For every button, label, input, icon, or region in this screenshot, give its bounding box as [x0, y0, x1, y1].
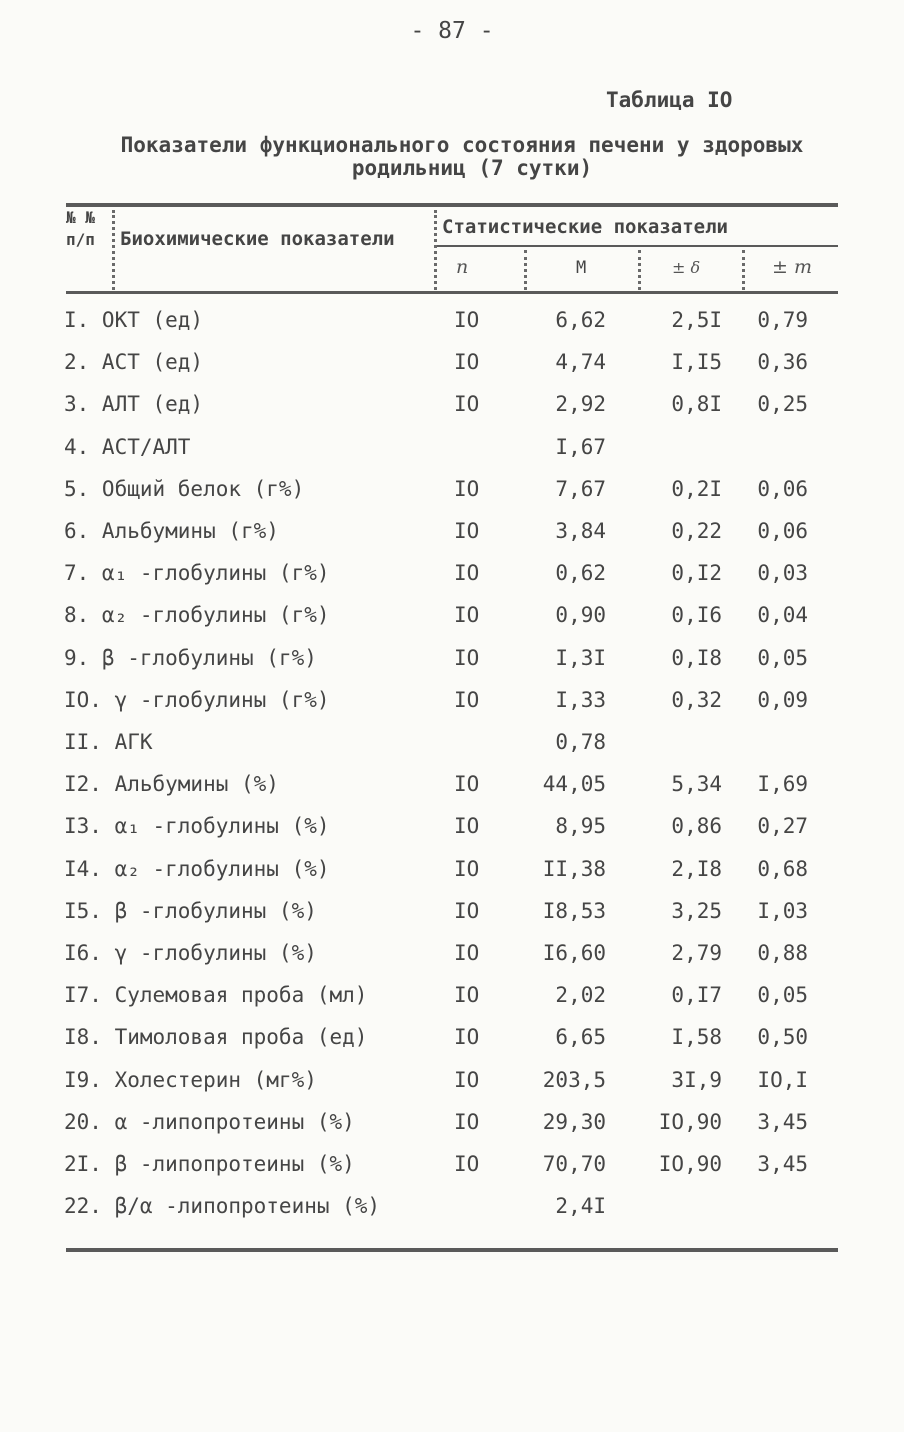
row-label: I4. α₂ -глобулины (%): [64, 856, 330, 881]
row-label: 7. α₁ -глобулины (г%): [64, 561, 330, 586]
row-error: 0,05: [757, 983, 808, 1008]
row-n: IO: [454, 350, 480, 375]
row-sigma: 2,5I: [671, 308, 722, 332]
row-sigma: IO,90: [658, 1152, 722, 1176]
table-row: [0, 646, 904, 688]
row-error: 0,68: [757, 856, 808, 881]
table-row: [0, 899, 904, 941]
row-label: 3. АЛТ (ед): [64, 392, 204, 417]
row-error: 0,88: [757, 941, 808, 965]
row-mean: 6,62: [555, 308, 606, 332]
header-col-no: № №: [66, 208, 95, 227]
row-error: 3,45: [757, 1152, 808, 1176]
row-mean: 2,02: [555, 983, 606, 1008]
row-label: 20. α -липопротеины (%): [64, 1109, 355, 1134]
row-n: IO: [454, 772, 480, 797]
row-mean: I,33: [555, 687, 606, 712]
row-label: 5. Общий белок (г%): [64, 476, 305, 501]
row-error: 0,36: [757, 350, 808, 375]
row-mean: 7,67: [555, 476, 606, 501]
separator-name-stats: [434, 210, 437, 290]
row-mean: 3,84: [555, 519, 606, 543]
row-mean: 2,4I: [555, 1194, 606, 1219]
row-mean: 8,95: [555, 814, 606, 839]
table-row: [0, 1068, 904, 1110]
row-sigma: 3,25: [671, 898, 722, 923]
header-col-n: n: [456, 256, 469, 278]
row-error: 0,04: [757, 603, 808, 628]
row-n: IO: [454, 941, 480, 965]
table-row: [0, 435, 904, 477]
row-n: IO: [454, 1025, 480, 1050]
row-sigma: 0,2I: [671, 476, 722, 501]
row-n: IO: [454, 898, 480, 923]
header-bottom-rule: [66, 291, 838, 294]
row-n: IO: [454, 392, 480, 417]
separator-no-name: [112, 210, 115, 290]
row-error: 0,27: [757, 814, 808, 839]
table-row: [0, 477, 904, 519]
row-sigma: 0,I7: [671, 983, 722, 1008]
table-row: [0, 561, 904, 603]
row-n: IO: [454, 1109, 480, 1134]
bottom-rule: [66, 1248, 838, 1252]
row-n: IO: [454, 519, 480, 543]
table-row: [0, 392, 904, 434]
header-col-name: Биохимические показатели: [120, 228, 395, 250]
row-label: I3. α₁ -глобулины (%): [64, 814, 330, 839]
row-n: IO: [454, 983, 480, 1008]
row-label: 2I. β -липопротеины (%): [64, 1152, 355, 1176]
row-mean: 29,30: [542, 1109, 606, 1134]
row-sigma: 3I,9: [671, 1067, 722, 1092]
row-n: IO: [454, 308, 480, 332]
table-title-line2: родильниц (7 сутки): [351, 156, 593, 180]
row-sigma: 0,I8: [671, 645, 722, 670]
row-error: 0,05: [757, 645, 808, 670]
row-label: I9. Холестерин (мг%): [64, 1067, 317, 1092]
table-row: [0, 688, 904, 730]
stats-subrule: [436, 245, 838, 247]
table-label: Таблица IO: [606, 88, 733, 112]
header-col-no2: п/п: [66, 230, 95, 249]
header-col-stats: Статистические показатели: [442, 216, 728, 238]
row-mean: 70,70: [542, 1152, 606, 1176]
header-col-err: ± m: [772, 256, 812, 278]
header-col-sigma: ± δ: [672, 258, 701, 277]
table-row: [0, 1110, 904, 1152]
row-n: IO: [454, 856, 480, 881]
row-mean: I6,60: [542, 941, 606, 965]
table-row: [0, 350, 904, 392]
row-mean: I,67: [555, 434, 606, 459]
row-mean: 203,5: [542, 1067, 606, 1092]
row-error: 0,03: [757, 561, 808, 586]
row-mean: 0,62: [555, 561, 606, 586]
row-sigma: 0,8I: [671, 392, 722, 417]
table-row: [0, 1025, 904, 1067]
row-mean: 6,65: [555, 1025, 606, 1050]
row-label: I7. Сулемовая проба (мл): [64, 983, 368, 1008]
row-label: 9. β -глобулины (г%): [64, 645, 317, 670]
row-label: I. ОКТ (ед): [64, 308, 204, 332]
row-label: IO. γ -глобулины (г%): [64, 687, 330, 712]
row-error: 0,06: [757, 476, 808, 501]
row-sigma: 0,22: [671, 519, 722, 543]
table-row: [0, 983, 904, 1025]
row-n: IO: [454, 645, 480, 670]
row-n: IO: [454, 1152, 480, 1176]
row-mean: I,3I: [555, 645, 606, 670]
row-label: I5. β -глобулины (%): [64, 898, 317, 923]
row-mean: 44,05: [542, 772, 606, 797]
separator-m-sigma: [638, 250, 641, 290]
table-title-line1: Показатели функционального состояния печени у здоровых: [120, 133, 804, 157]
row-n: IO: [454, 561, 480, 586]
row-error: 0,79: [757, 308, 808, 332]
row-error: 0,50: [757, 1025, 808, 1050]
row-sigma: 0,I6: [671, 603, 722, 628]
row-label: 4. АСТ/АЛТ: [64, 434, 191, 459]
row-error: 0,06: [757, 519, 808, 543]
top-rule: [66, 203, 838, 207]
table-row: [0, 814, 904, 856]
row-error: IO,I: [757, 1067, 808, 1092]
row-label: I2. Альбумины (%): [64, 772, 279, 797]
row-sigma: 5,34: [671, 772, 722, 797]
page-number: - 87 -: [410, 18, 494, 44]
table-row: [0, 1194, 904, 1236]
row-error: I,03: [757, 898, 808, 923]
table-row: [0, 308, 904, 350]
row-n: IO: [454, 687, 480, 712]
table-row: [0, 857, 904, 899]
row-mean: 2,92: [555, 392, 606, 417]
separator-sigma-err: [742, 250, 745, 290]
row-label: 8. α₂ -глобулины (г%): [64, 603, 330, 628]
row-label: 2. АСТ (ед): [64, 350, 204, 375]
row-sigma: I,58: [671, 1025, 722, 1050]
table-row: [0, 603, 904, 645]
row-sigma: 0,86: [671, 814, 722, 839]
header-col-m: M: [576, 258, 587, 278]
row-error: I,69: [757, 772, 808, 797]
row-mean: 4,74: [555, 350, 606, 375]
row-sigma: 0,I2: [671, 561, 722, 586]
table-row: [0, 519, 904, 561]
row-mean: I8,53: [542, 898, 606, 923]
row-error: 0,25: [757, 392, 808, 417]
row-sigma: I,I5: [671, 350, 722, 375]
row-mean: 0,90: [555, 603, 606, 628]
row-n: IO: [454, 476, 480, 501]
table-row: [0, 1152, 904, 1194]
row-label: 22. β/α -липопротеины (%): [64, 1194, 381, 1219]
row-sigma: 2,I8: [671, 856, 722, 881]
row-n: IO: [454, 603, 480, 628]
table-row: [0, 730, 904, 772]
row-label: I6. γ -глобулины (%): [64, 941, 317, 965]
table-row: [0, 772, 904, 814]
table-row: [0, 941, 904, 983]
row-sigma: IO,90: [658, 1109, 722, 1134]
row-mean: II,38: [542, 856, 606, 881]
row-label: 6. Альбумины (г%): [64, 519, 279, 543]
row-error: 0,09: [757, 687, 808, 712]
row-label: II. АГК: [64, 730, 153, 754]
row-n: IO: [454, 1067, 480, 1092]
row-n: IO: [454, 814, 480, 839]
row-sigma: 0,32: [671, 687, 722, 712]
row-sigma: 2,79: [671, 941, 722, 965]
separator-n-m: [524, 250, 527, 290]
row-label: I8. Тимоловая проба (ед): [64, 1025, 368, 1050]
row-mean: 0,78: [555, 730, 606, 754]
row-error: 3,45: [757, 1109, 808, 1134]
